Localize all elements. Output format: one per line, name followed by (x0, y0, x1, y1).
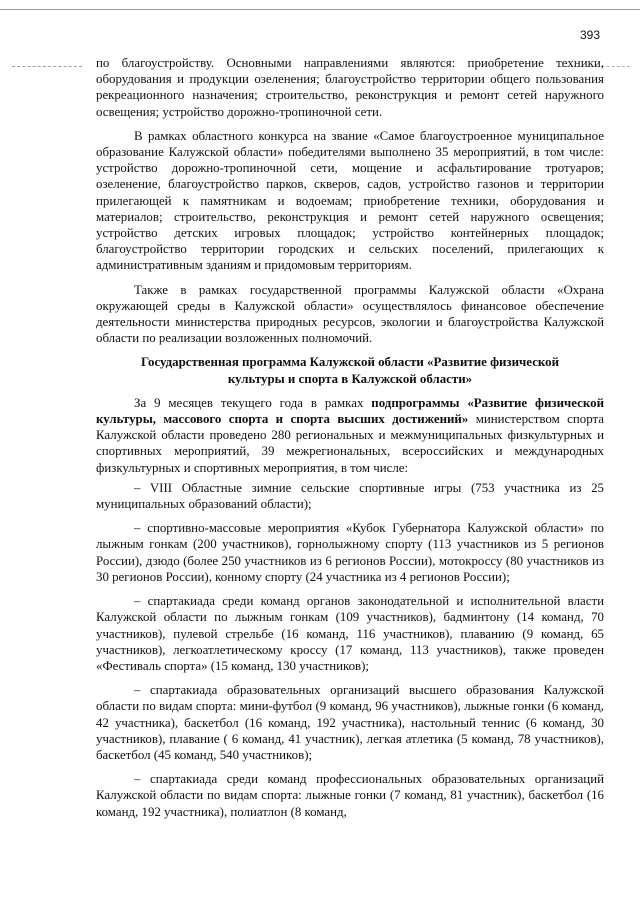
intro-rest: министерством спорта Калужской области проведено 280 региональных и межмуниципальных физкультурных и спортивных мероприятий, 39 межрегиональных, всероссийских и международных физкультурных и спортивных мероприятия, в том числе: (96, 412, 605, 475)
list-item: – спартакиада образовательных организаций высшего образования Калужской области по видам спорта: мини-футбол (9 команд, 96 участников), лыжные гонки (6 команд, 42 участника), баскетбол (16 команд, 192 участника), настольный теннис (6 команд, 30 участников), плавание ( 6 команд, 41 участник), легкая атлетика (5 команд, 78 участников), баскетбол (45 команд, 540 участников); (96, 683, 604, 762)
list-item: – спартакиада среди команд органов законодательной и исполнительной власти Калужской области по лыжным гонкам (109 участников), бадминтону (14 команд, 70 участников), пулевой стрельбе (16 команд, 116 участников), плаванию (9 команд, 65 участников), легкоатлетическому кроссу (17 команд, 113 участников), также проведен «Фестиваль спорта» (15 команд, 130 участников); (96, 594, 604, 673)
intro-lead: За 9 месяцев текущего года в рамках (134, 395, 372, 410)
top-scan-border (0, 9, 640, 10)
section-heading: Государственная программа Калужской области «Развитие физической культуры и спорта в Калужской области» (140, 355, 560, 386)
paragraph-contest: В рамках областного конкурса на звание «Самое благоустроенное муниципальное образование Калужской области» победителями выполнено 35 мероприятий, в том числе: устройство дорожно-тропиночной сети, мощение и асфальтирование тротуаров; озеленение, благоустройство парков, скверов, садов, устройство газонов и территории прилегающей к памятникам и водоемам; приобретение техники, оборудования и материалов; строительство, реконструкция и ремонт сетей наружного освещения; устройство детских игровых площадок; устройство контейнерных площадок; благоустройство территории городских и сельских поселений, прилегающих к административным зданиям и придомовым территориям. (96, 128, 604, 273)
list-item: – спартакиада среди команд профессиональных образовательных организаций Калужской области по видам спорта: лыжные гонки (7 команд, 81 участник), баскетбол (16 команд, 192 участника), полиатлон (8 команд, (96, 772, 604, 819)
page-number: 393 (580, 28, 601, 42)
intro-subprogram: подпрограммы «Развитие физической культуры, массового спорта и спорта высших достижений» (96, 395, 604, 427)
list-item: – спортивно-массовые мероприятия «Кубок Губернатора Калужской области» по лыжным гонкам (200 участников), горнолыжному спорту (113 участников из 5 регионов России), дзюдо (более 250 участников из 6 регионов России), мотокроссу (80 участников из 30 регионов России), конному спорту (24 участника из 4 регионов России); (96, 521, 604, 584)
section-intro (96, 395, 604, 476)
scan-artifact-left (12, 66, 82, 67)
paragraph-environment: Также в рамках государственной программы Калужской области «Охрана окружающей среды в Калужской области» осуществлялось финансовое обеспечение деятельности министерства природных ресурсов, экологии и благоустройства Калужской области по реализации возложенных полномочий. (96, 282, 604, 346)
document-body (96, 55, 604, 828)
paragraph-continuation: по благоустройству. Основными направлениями являются: приобретение техники, оборудования и продукции озеленения; благоустройство территории общего пользования рекреационного назначения; строительство, реконструкция и ремонт сетей наружного освещения; устройство дорожно-тропиночной сети. (96, 56, 604, 119)
list-item: – VIII Областные зимние сельские спортивные игры (753 участника из 25 муниципальных образований области); (96, 480, 604, 512)
